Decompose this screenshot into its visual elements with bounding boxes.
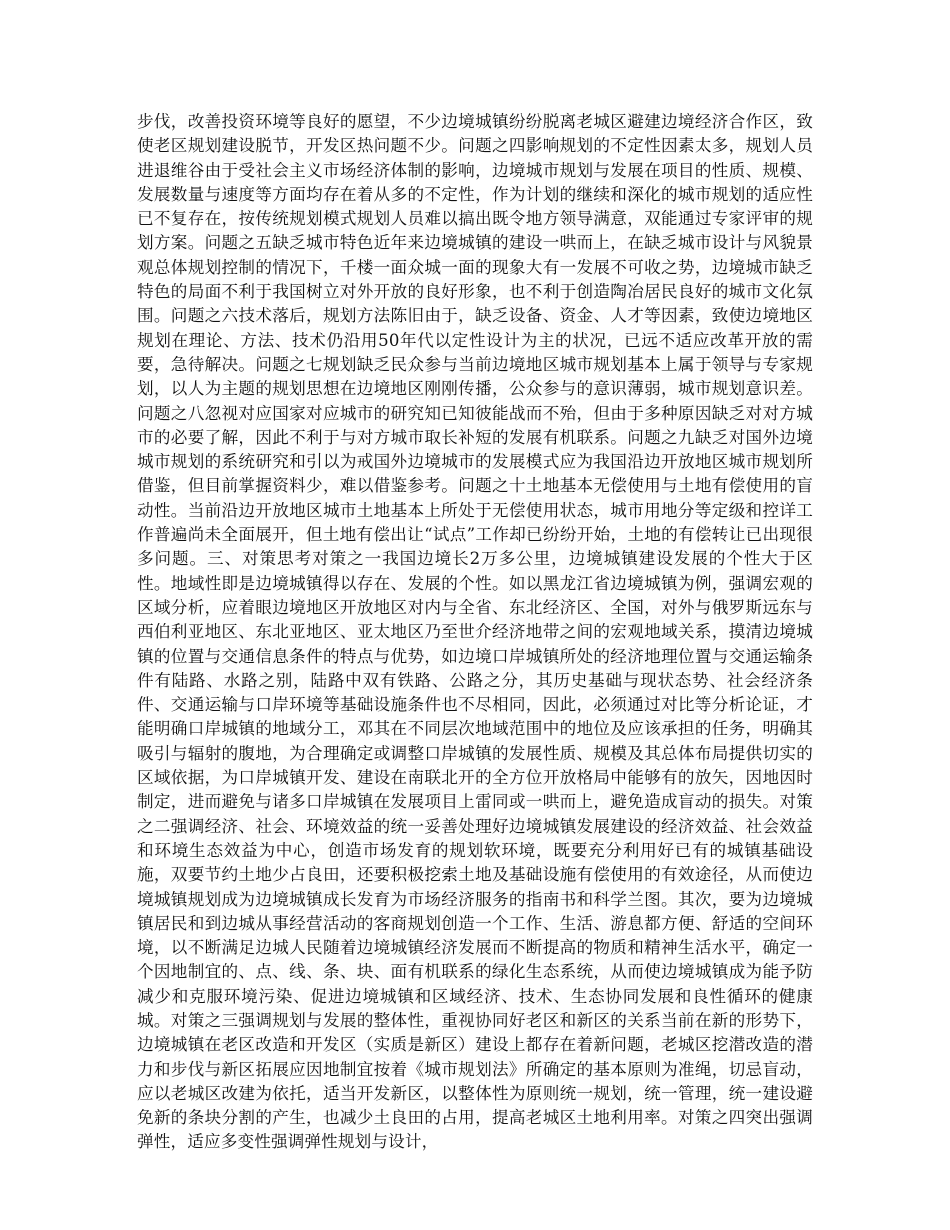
body-paragraph: 步伐，改善投资环境等良好的愿望，不少边境城镇纷纷脱离老城区避建边境经济合作区，致使老区规划建设脱节，开发区热问题不少。问题之四影响规划的不定性因素太多，规划人员进退维谷由于受社会主义市场经济体制的影响，边境城市规划与发展在项目的性质、规模、发展数量与速度等方面均存在着从多的不定性，作为计划的继续和深化的城市规划的适应性已不复存在，按传统规划模式规划人员难以搞出既令地方领导满意，双能通过专家评审的规划方案。问题之五缺乏城市特色近年来边境城镇的建设一哄而上，在缺乏城市设计与风貌景观总体规划控制的情况下，千楼一面众城一面的现象大有一发展不可收之势，边境城市缺乏特色的局面不利于我国树立对外开放的良好形象，也不利于创造陶冶居民良好的城市文化氛围。问题之六技术落后，规划方法陈旧由于，缺乏设备、资金、人才等因素，致使边境地区规划在理论、方法、技术仍沿用50年代以定性设计为主的状况，已远不适应改革开放的需要，急待解决。问题之七规划缺乏民众参与当前边境地区城市规划基本上属于领导与专家规划，以人为主题的规划思想在边境地区刚刚传播，公众参与的意识薄弱，城市规划意识差。问题之八忽视对应国家对应城市的研究知已知彼能战而不殆，但由于多种原因缺乏对对方城市的必要了解，因此不利于与对方城市取长补短的发展有机联系。问题之九缺乏对国外边境城市规划的系统研究和引以为戒国外边境城市的发展模式应为我国沿边开放地区城市规划所借鉴，但目前掌握资料少，难以借鉴参考。问题之十土地基本无偿使用与土地有偿使用的盲动性。当前沿边开放地区城市土地基本上所处于无偿使用状态，城市用地分等定级和控详工作普遍尚未全面展开，但土地有偿出让“试点”工作却已纷纷开始，土地的有偿转让已出现很多问题。三、对策思考对策之一我国边境长2万多公里，边境城镇建设发展的个性大于区性。地域性即是边境城镇得以存在、发展的个性。如以黑龙江省边境城镇为例，强调宏观的区域分析，应着眼边境地区开放地区对内与全省、东北经济区、全国，对外与俄罗斯远东与西伯利亚地区、东北亚地区、亚太地区乃至世介经济地带之间的宏观地域关系，摸清边境城镇的位置与交通信息条件的特点与优势，如边境口岸城镇所处的经济地理位置与交通运输条件有陆路、水路之别，陆路中双有铁路、公路之分，其历史基础与现状态势、社会经济条件、交通运输与口岸环境等基础设施条件也不尽相同，因此，必须通过对比等分析论证，才能明确口岸城镇的地域分工，邓其在不同层次地域范围中的地位及应该承担的任务，明确其吸引与辐射的腹地，为合理确定或调整口岸城镇的发展性质、规模及其总体布局提供切实的区域依据，为口岸城镇开发、建设在南联北开的全方位开放格局中能够有的放矢，因地因时制定，进而避免与诸多口岸城镇在发展项目上雷同或一哄而上，避免造成盲动的损失。对策之二强调经济、社会、环境效益的统一妥善处理好边境城镇发展建设的经济效益、社会效益和环境生态效益为中心，创造市场发育的规划软环境，既要充分利用好已有的城镇基础设施，双要节约土地少占良田，还要积极挖索土地及基础设施有偿使用的有效途径，从而使边境城镇规划成为边境城镇成长发育为市场经济服务的指南书和科学兰图。其次，要为边境城镇居民和到边城从事经营活动的客商规划创造一个工作、生活、游息都方便、舒适的空间环境，以不断满足边城人民随着边境城镇经济发展而不断提高的物质和精神生活水平，确定一个因地制宜的、点、线、条、块、面有机联系的绿化生态系统，从而使边境城镇成为能予防减少和克服环境污染、促进边境城镇和区域经济、技术、生态协同发展和良性循环的健康城。对策之三强调规划与发展的整体性，重视协同好老区和新区的关系当前在新的形势下，边境城镇在老区改造和开发区（实质是新区）建设上都存在着新问题，老城区挖潜改造的潜力和步伐与新区拓展应因地制宜按着《城市规划法》所确定的基本原则为准绳，切忌盲动，应以老城区改建为依托，适当开发新区，以整体性为原则统一规划，统一管理，统一建设避免新的条块分割的产生，也减少土良田的占用，提高老城区土地利用率。对策之四突出强调弹性，适应多变性强调弹性规划与设计， bbox=[137, 112, 813, 1152]
